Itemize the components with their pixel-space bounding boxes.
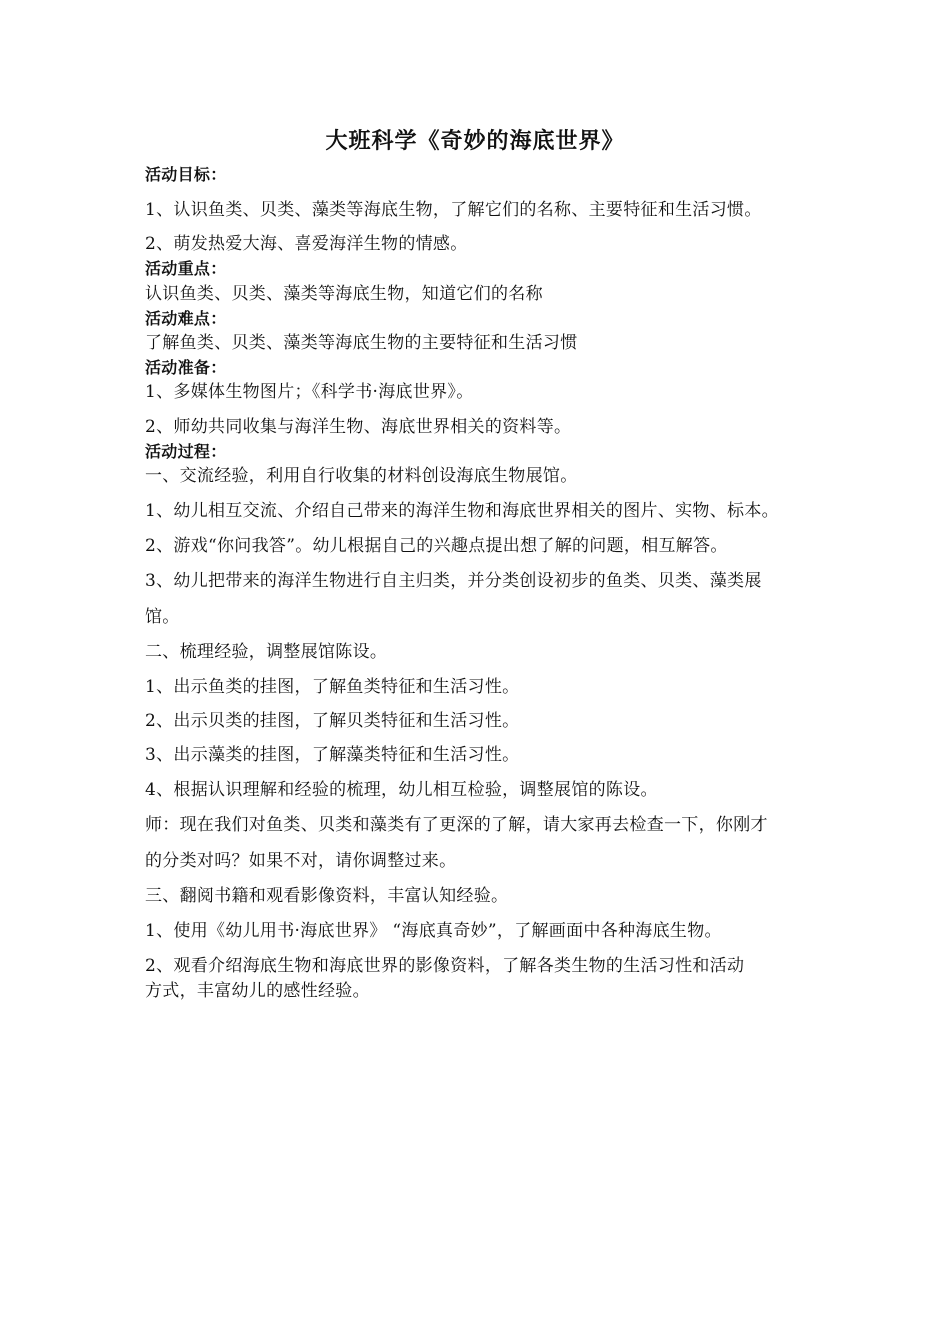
process-step-1-item-2: 2、游戏“你问我答”。幼儿根据自己的兴趣点提出想了解的问题，相互解答。 [145, 536, 728, 556]
process-heading: 活动过程： [145, 442, 227, 461]
teacher-line-2: 的分类对吗？如果不对，请你调整过来。 [145, 851, 457, 871]
key-points-heading: 活动重点： [145, 259, 227, 278]
process-step-1-item-3-line-2: 馆。 [145, 607, 180, 627]
process-step-1-title: 一、交流经验，利用自行收集的材料创设海底生物展馆。 [145, 466, 578, 486]
document-title: 大班科学《奇妙的海底世界》 [325, 129, 625, 154]
teacher-line-1: 师：现在我们对鱼类、贝类和藻类有了更深的了解，请大家再去检查一下，你刚才 [145, 815, 768, 835]
goals-heading: 活动目标： [145, 165, 227, 184]
goal-item-2: 2、萌发热爱大海、喜爱海洋生物的情感。 [145, 234, 468, 254]
process-step-2-item-4: 4、根据认识理解和经验的梳理，幼儿相互检验，调整展馆的陈设。 [145, 780, 658, 800]
process-step-3-item-2-line-1: 2、观看介绍海底生物和海底世界的影像资料，了解各类生物的生活习性和活动 [145, 956, 745, 976]
process-step-2-title: 二、梳理经验，调整展馆陈设。 [145, 642, 388, 662]
key-points-text: 认识鱼类、贝类、藻类等海底生物，知道它们的名称 [145, 284, 543, 304]
preparation-item-1: 1、多媒体生物图片；《科学书·海底世界》。 [145, 382, 474, 402]
difficulty-text: 了解鱼类、贝类、藻类等海底生物的主要特征和生活习惯 [145, 333, 578, 353]
process-step-1-item-3-line-1: 3、幼儿把带来的海洋生物进行自主归类，并分类创设初步的鱼类、贝类、藻类展 [145, 571, 762, 591]
preparation-item-2: 2、师幼共同收集与海洋生物、海底世界相关的资料等。 [145, 417, 572, 437]
process-step-3-item-1: 1、使用《幼儿用书·海底世界》 “海底真奇妙”，了解画面中各种海底生物。 [145, 921, 722, 941]
process-step-2-item-1: 1、出示鱼类的挂图，了解鱼类特征和生活习性。 [145, 677, 520, 697]
process-step-2-item-2: 2、出示贝类的挂图，了解贝类特征和生活习性。 [145, 711, 520, 731]
difficulty-heading: 活动难点： [145, 309, 227, 328]
process-step-3-item-2-line-2: 方式，丰富幼儿的感性经验。 [145, 981, 370, 1001]
process-step-3-title: 三、翻阅书籍和观看影像资料，丰富认知经验。 [145, 886, 509, 906]
process-step-2-item-3: 3、出示藻类的挂图，了解藻类特征和生活习性。 [145, 745, 520, 765]
process-step-1-item-1: 1、幼儿相互交流、介绍自己带来的海洋生物和海底世界相关的图片、实物、标本。 [145, 501, 779, 521]
goal-item-1: 1、认识鱼类、贝类、藻类等海底生物，了解它们的名称、主要特征和生活习惯。 [145, 200, 762, 220]
preparation-heading: 活动准备： [145, 358, 227, 377]
